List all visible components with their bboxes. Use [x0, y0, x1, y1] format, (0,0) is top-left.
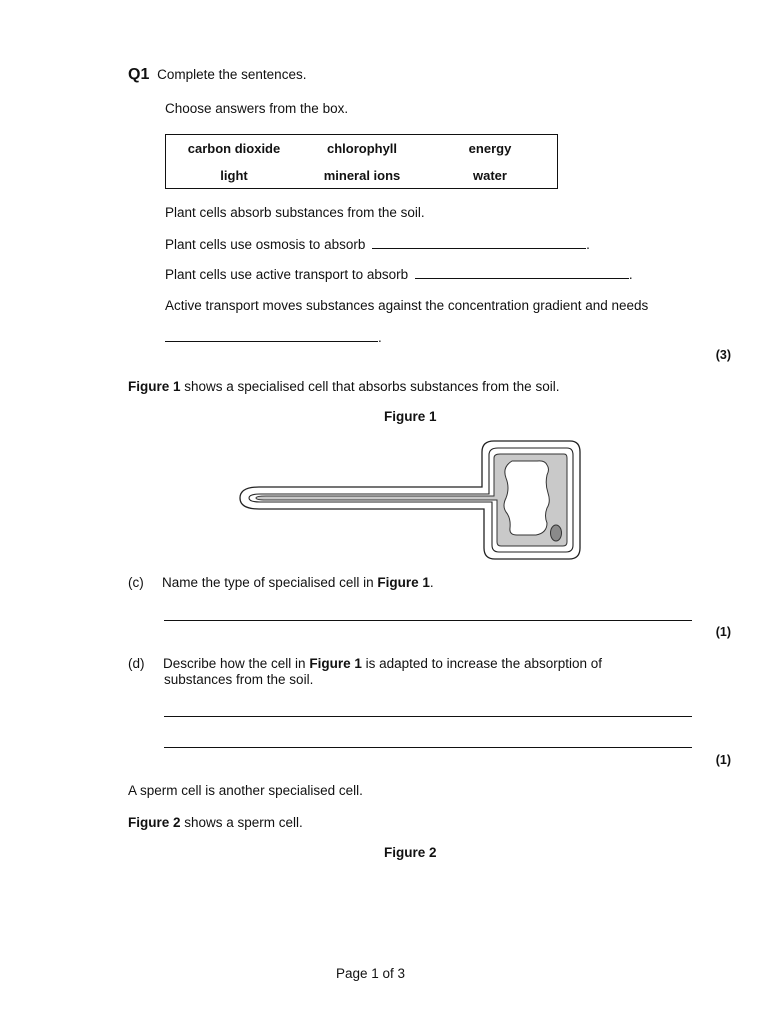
part-c-label: (c) — [128, 575, 144, 590]
nucleus — [551, 525, 562, 541]
word-mineral-ions: mineral ions — [323, 168, 401, 183]
answer-blank-osmosis[interactable] — [372, 236, 586, 249]
marks-part-c: (1) — [715, 625, 731, 639]
figure2-title: Figure 2 — [384, 845, 437, 860]
sentence-1: Plant cells absorb substances from the soil. — [165, 205, 425, 220]
answer-line-d1[interactable] — [164, 716, 692, 717]
word-carbon-dioxide: carbon dioxide — [187, 141, 281, 156]
word-water: water — [473, 168, 507, 183]
figure1-title: Figure 1 — [384, 409, 437, 424]
part-c-question — [162, 575, 434, 590]
part-d-label: (d) — [128, 656, 145, 671]
choose-instruction: Choose answers from the box. — [165, 101, 349, 116]
sentence-3-period: . — [628, 267, 633, 282]
part-d-text2: is adapted to increase the absorption of — [361, 656, 603, 671]
page-footer: Page 1 of 3 — [336, 966, 406, 981]
figure2-intro-text: shows a sperm cell. — [180, 815, 303, 830]
answer-blank-needs[interactable] — [165, 329, 378, 342]
sentence-2-text: Plant cells use osmosis to absorb — [165, 237, 366, 252]
sentence-2 — [165, 236, 590, 252]
figure2-intro-bold: Figure 2 — [128, 815, 181, 830]
answer-line-d2[interactable] — [164, 747, 692, 748]
part-c-bold: Figure 1 — [377, 575, 430, 590]
question-instruction: Complete the sentences. — [157, 67, 307, 82]
root-hair-cell-figure — [236, 438, 584, 562]
word-light: light — [220, 168, 248, 183]
figure1-intro-text: shows a specialised cell that absorbs substances from the soil. — [180, 379, 560, 394]
figure1-intro-bold: Figure 1 — [128, 379, 181, 394]
sentence-4: Active transport moves substances against the concentration gradient and needs — [165, 298, 649, 313]
vacuole — [504, 461, 549, 535]
sentence-4-blank-row — [165, 329, 382, 345]
question-number: Q1 — [128, 66, 150, 83]
part-d-bold: Figure 1 — [309, 656, 362, 671]
question-heading — [128, 66, 306, 84]
part-d-line2: substances from the soil. — [164, 672, 314, 687]
sentence-2-period: . — [586, 237, 590, 252]
sentence-3 — [165, 266, 633, 282]
figure1-intro — [128, 379, 559, 394]
part-d-text: Describe how the cell in — [163, 656, 310, 671]
marks-part-a: (3) — [715, 348, 731, 362]
part-c-text: Name the type of specialised cell in — [162, 575, 378, 590]
marks-part-d: (1) — [715, 753, 731, 767]
word-chlorophyll: chlorophyll — [326, 141, 398, 156]
word-box — [165, 134, 558, 189]
sentence-3-text: Plant cells use active transport to absorb — [165, 267, 409, 282]
answer-blank-active-transport[interactable] — [415, 266, 629, 279]
figure2-intro — [128, 815, 303, 830]
sperm-intro: A sperm cell is another specialised cell. — [128, 783, 363, 798]
word-energy: energy — [468, 141, 512, 156]
part-c-end: . — [429, 575, 434, 590]
sentence-4-period: . — [378, 330, 382, 345]
part-d-question — [163, 656, 602, 671]
answer-line-c[interactable] — [164, 620, 692, 621]
